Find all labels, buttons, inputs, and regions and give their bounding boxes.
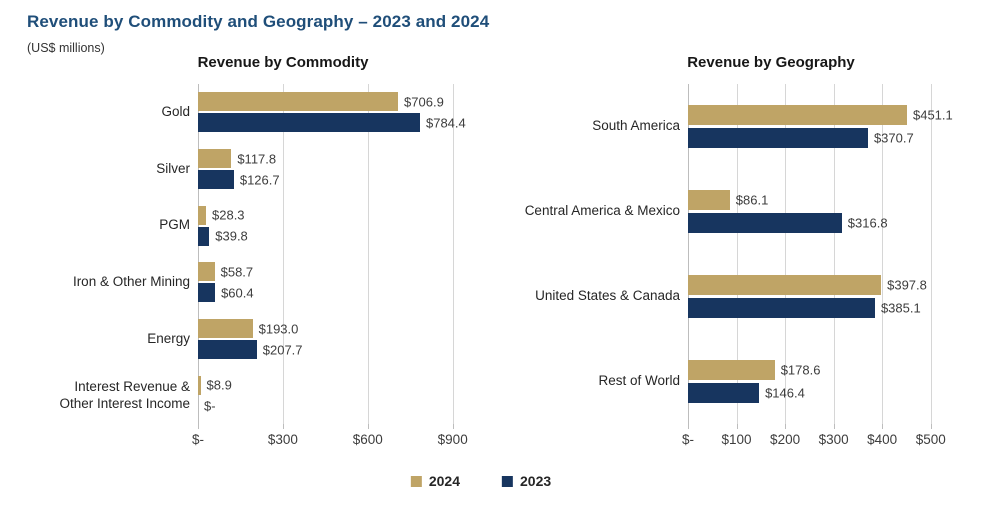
bar-2024 (688, 105, 907, 125)
x-axis-label: $500 (915, 432, 946, 447)
value-label: $58.7 (220, 264, 254, 280)
legend-label-2024: 2024 (428, 473, 460, 489)
value-label: $28.3 (212, 207, 245, 223)
value-label: $385.1 (880, 300, 921, 316)
value-label: $39.8 (215, 228, 248, 244)
geography-chart-title: Revenue by Geography (687, 54, 855, 71)
x-axis-label: $400 (867, 432, 898, 447)
figure-title: Revenue by Commodity and Geography – 2023 and 2024 (27, 12, 490, 31)
value-label: $784.4 (425, 115, 466, 131)
bar-2024 (688, 275, 881, 295)
bar-2024 (198, 376, 201, 395)
value-label: $60.4 (221, 285, 254, 301)
value-label: $8.9 (206, 377, 232, 393)
value-label: $146.4 (765, 385, 805, 401)
legend (411, 473, 551, 489)
bar-2023 (198, 283, 215, 302)
legend-swatch-2024 (411, 476, 422, 487)
gridline-900 (453, 84, 454, 424)
value-label: $397.8 (887, 277, 927, 293)
bar-2024 (198, 149, 231, 168)
category-label: Rest of World (598, 373, 680, 389)
value-label: $178.6 (780, 362, 821, 378)
x-axis-label: $900 (437, 432, 468, 447)
x-axis-label: $200 (770, 432, 801, 447)
tick-900 (453, 424, 454, 429)
tick-100 (737, 424, 738, 429)
tick-0 (198, 424, 199, 429)
bar-2023 (688, 213, 842, 233)
commodity-plot-area (198, 84, 481, 424)
bar-2024 (198, 206, 206, 225)
x-axis-label: $300 (818, 432, 849, 447)
category-label: Silver (156, 160, 190, 176)
tick-400 (882, 424, 883, 429)
commodity-category-labels (43, 84, 190, 424)
bar-2023 (198, 227, 209, 246)
tick-0 (688, 424, 689, 429)
bar-2023 (198, 113, 420, 132)
bar-2023 (688, 298, 875, 318)
bar-2023 (688, 128, 868, 148)
bar-2023 (688, 383, 759, 403)
x-axis-label: $- (191, 432, 205, 447)
tick-300 (834, 424, 835, 429)
bar-2024 (688, 360, 775, 380)
figure-subtitle: (US$ millions) (27, 41, 105, 55)
tick-300 (283, 424, 284, 429)
bar-2024 (688, 190, 730, 210)
gridline-600 (368, 84, 369, 424)
category-label: Central America & Mexico (524, 203, 680, 219)
value-label: $207.7 (262, 342, 303, 357)
legend-item-2024 (411, 473, 460, 489)
tick-500 (931, 424, 932, 429)
bar-2024 (198, 92, 398, 111)
geography-category-labels (488, 84, 680, 424)
category-label: United States & Canada (535, 288, 680, 304)
category-label: Energy (147, 330, 190, 346)
bar-2023 (198, 170, 234, 189)
value-label: $370.7 (873, 130, 914, 146)
category-label: PGM (159, 217, 190, 233)
tick-600 (368, 424, 369, 429)
bar-2024 (198, 319, 253, 338)
category-label: South America (592, 118, 680, 134)
category-label: Gold (161, 103, 190, 119)
category-label: Iron & Other Mining (72, 273, 190, 289)
gridline-0 (198, 84, 199, 424)
x-axis-label: $- (681, 432, 695, 447)
bar-2024 (198, 262, 215, 281)
value-label: $- (204, 398, 216, 414)
geography-x-axis (681, 432, 955, 452)
gridline-500 (931, 84, 932, 424)
x-axis-label: $600 (352, 432, 383, 447)
category-label: Interest Revenue & Other Interest Income (59, 378, 190, 411)
value-label: $316.8 (847, 215, 888, 231)
geography-plot-area (688, 84, 955, 424)
bar-2023 (198, 340, 257, 359)
value-label: $126.7 (239, 172, 280, 187)
legend-item-2023 (502, 473, 551, 489)
value-label: $193.0 (258, 321, 299, 336)
commodity-chart-title: Revenue by Commodity (197, 54, 369, 71)
legend-label-2023: 2023 (520, 473, 552, 489)
x-axis-label: $100 (721, 432, 752, 447)
value-label: $86.1 (735, 192, 769, 208)
x-axis-label: $300 (267, 432, 298, 447)
commodity-x-axis (191, 432, 481, 452)
value-label: $706.9 (404, 94, 444, 110)
gridline-300 (283, 84, 284, 424)
legend-swatch-2023 (502, 476, 513, 487)
value-label: $117.8 (237, 151, 277, 166)
value-label: $451.1 (912, 107, 953, 123)
tick-200 (785, 424, 786, 429)
